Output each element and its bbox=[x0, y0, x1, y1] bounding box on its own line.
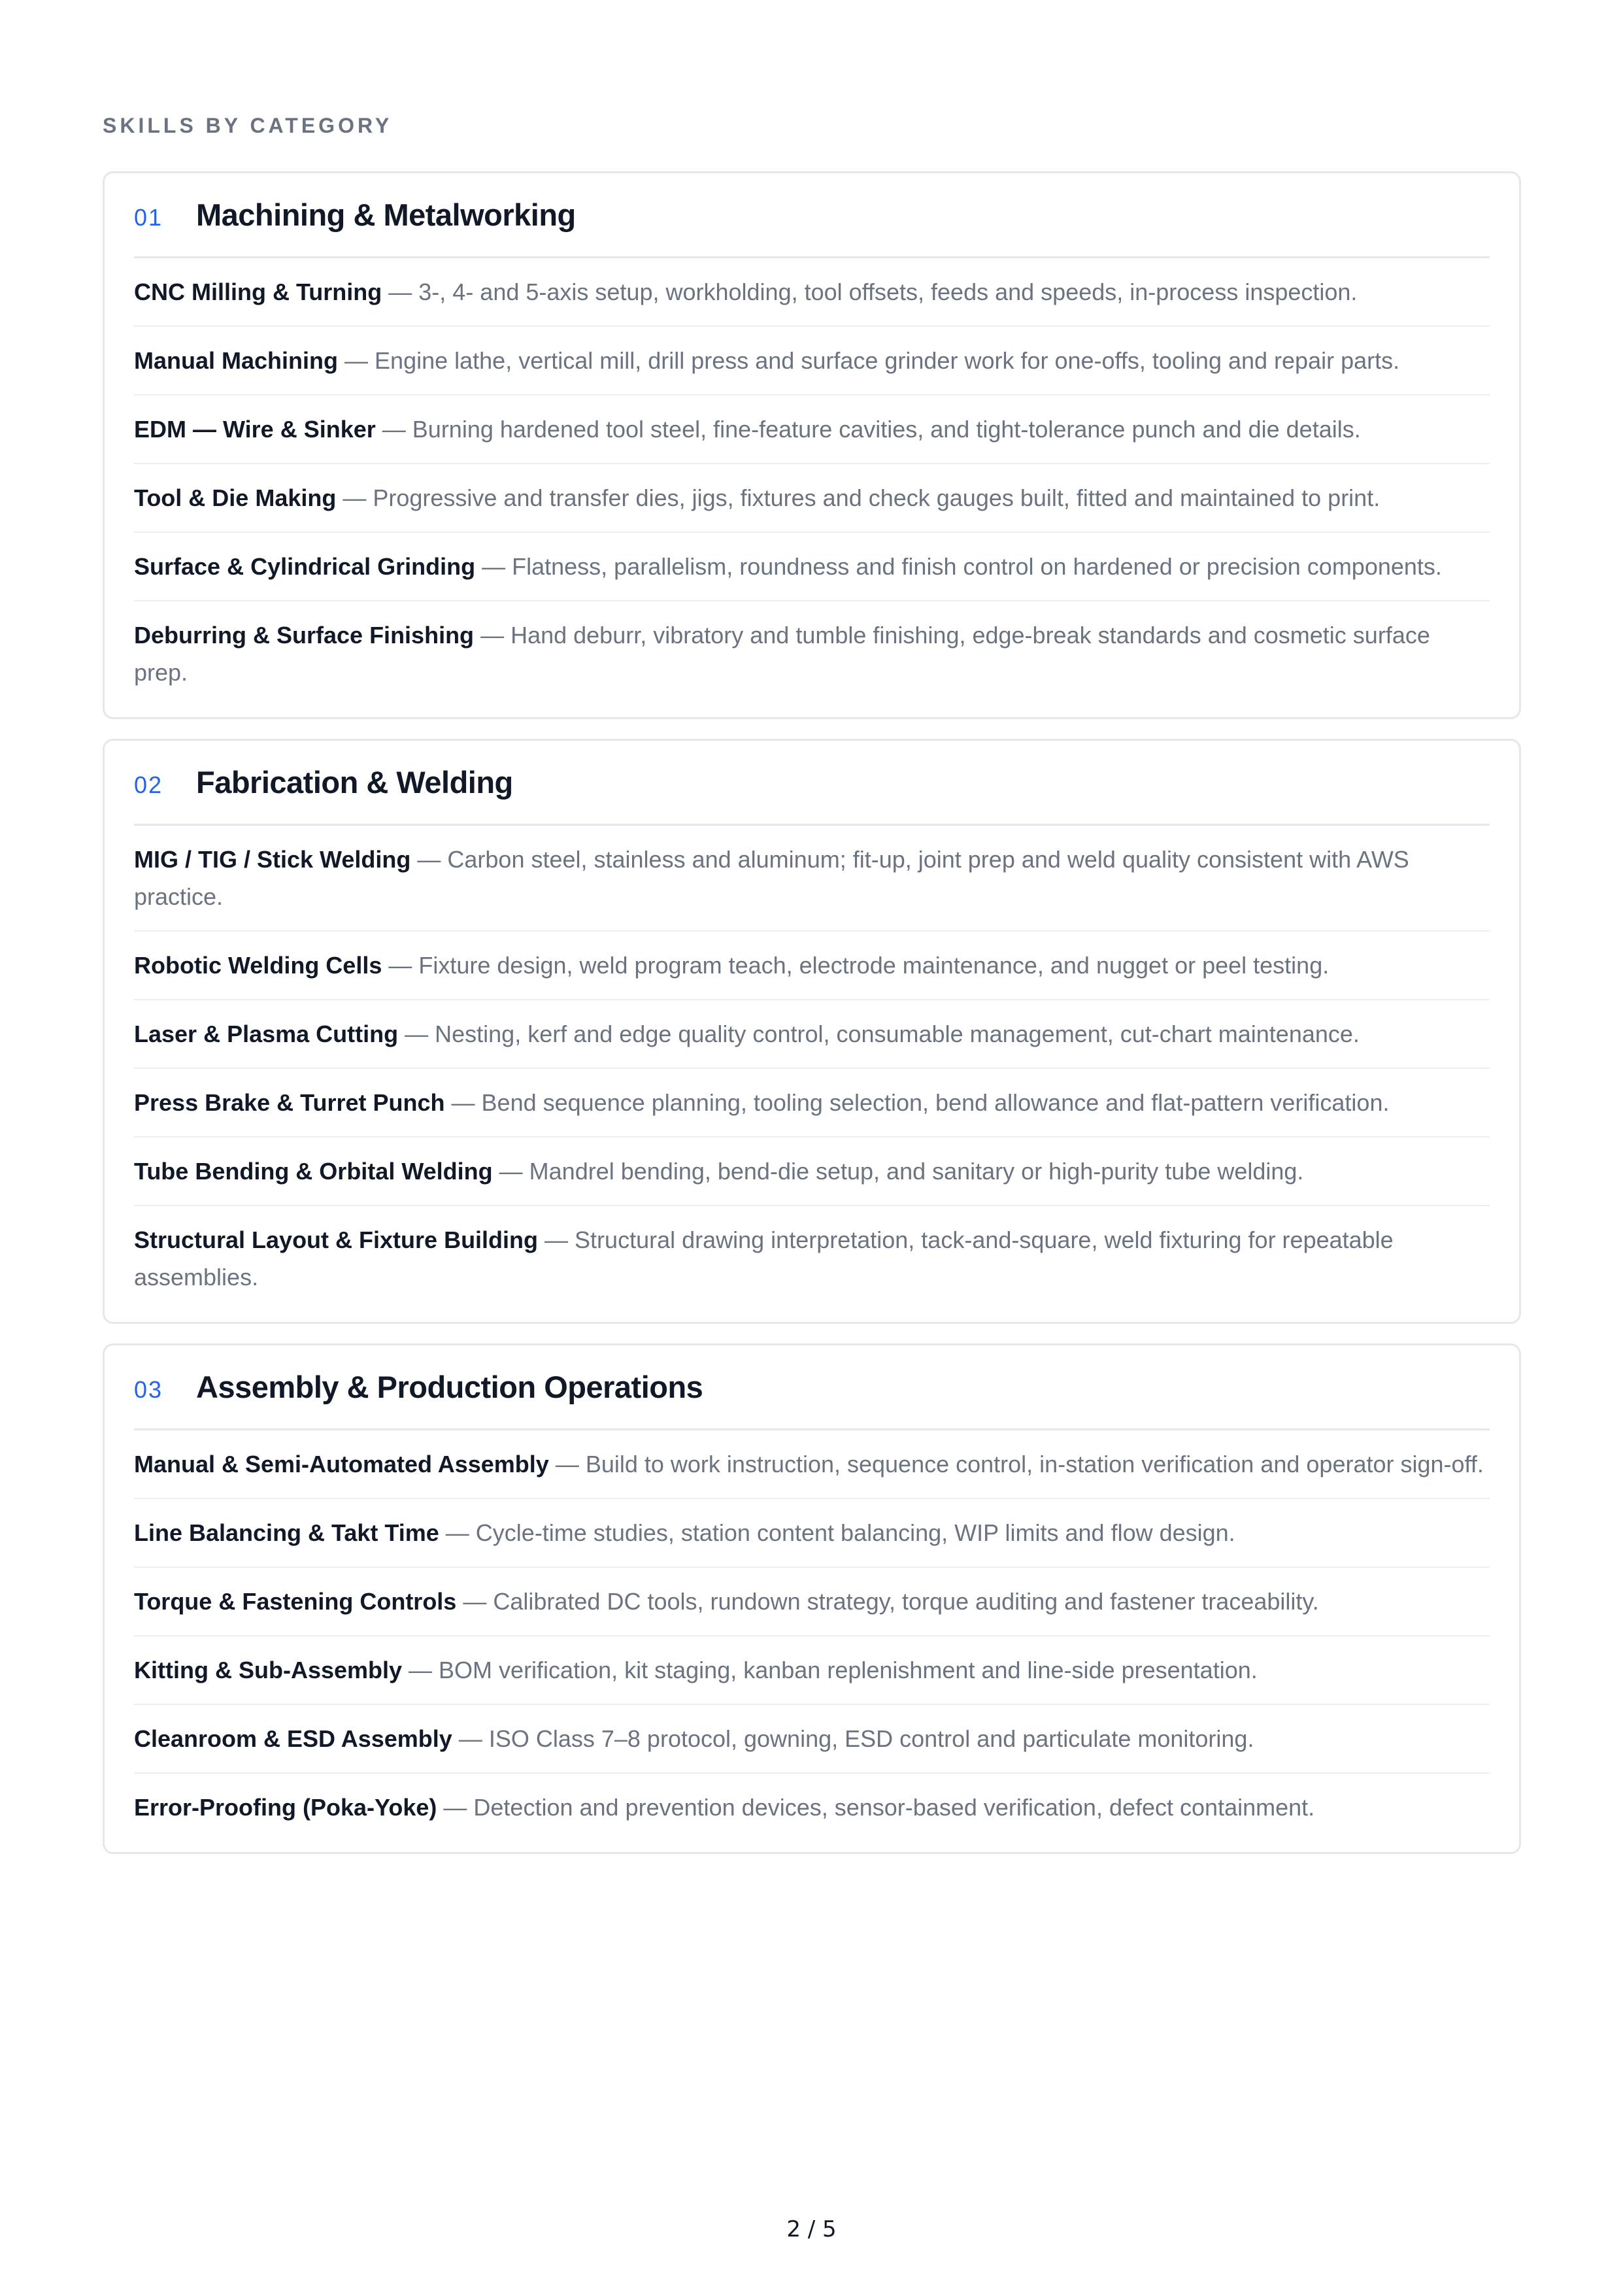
skill-description: Fixture design, weld program teach, electrode maintenance, and nugget or peel testing. bbox=[418, 952, 1330, 979]
skill-description: Carbon steel, stainless and aluminum; fit-up, joint prep and weld quality consistent with AWS practice. bbox=[134, 846, 1409, 910]
skill-description: 3-, 4- and 5-axis setup, workholding, tool offsets, feeds and speeds, in-process inspection. bbox=[418, 279, 1358, 305]
skill-name: Tube Bending & Orbital Welding bbox=[134, 1158, 493, 1185]
skill-item: Deburring & Surface Finishing — Hand deburr, vibratory and tumble finishing, edge-break standards and cosmetic surface prep. bbox=[134, 622, 1430, 686]
skill-item: Torque & Fastening Controls — Calibrated DC tools, rundown strategy, torque auditing and fastener traceability. bbox=[134, 1568, 1490, 1636]
skill-description: Flatness, parallelism, roundness and finish control on hardened or precision components. bbox=[512, 553, 1442, 580]
skill-item: MIG / TIG / Stick Welding — Carbon steel, stainless and aluminum; fit-up, joint prep and weld quality consistent with AWS practice. bbox=[134, 826, 1490, 932]
skill-name: EDM — Wire & Sinker bbox=[134, 416, 376, 443]
skill-name: Manual & Semi-Automated Assembly bbox=[134, 1451, 549, 1477]
skill-description: Engine lathe, vertical mill, drill press and surface grinder work for one-offs, tooling and repair parts. bbox=[375, 347, 1400, 374]
skill-description: ISO Class 7–8 protocol, gowning, ESD control and particulate monitoring. bbox=[488, 1725, 1254, 1752]
skill-name: Robotic Welding Cells bbox=[134, 952, 382, 979]
skill-description: Hand deburr, vibratory and tumble finishing, edge-break standards and cosmetic surface prep. bbox=[134, 622, 1430, 686]
skill-item: Cleanroom & ESD Assembly — ISO Class 7–8 protocol, gowning, ESD control and particulate monitoring. bbox=[134, 1705, 1490, 1774]
skill-list bbox=[134, 258, 1490, 695]
skill-name: MIG / TIG / Stick Welding bbox=[134, 846, 411, 873]
skill-name: CNC Milling & Turning bbox=[134, 279, 382, 305]
skill-description: Mandrel bending, bend-die setup, and sanitary or high-purity tube welding. bbox=[529, 1158, 1304, 1185]
skill-item: Surface & Cylindrical Grinding — Flatness, parallelism, roundness and finish control on hardened or precision components. bbox=[134, 533, 1490, 601]
skill-item: Laser & Plasma Cutting — Nesting, kerf and edge quality control, consumable management, cut-chart maintenance. bbox=[134, 1000, 1490, 1069]
skill-description: Burning hardened tool steel, fine-feature cavities, and tight-tolerance punch and die details. bbox=[412, 416, 1361, 443]
skill-list bbox=[134, 826, 1490, 1300]
skill-list bbox=[134, 1430, 1490, 1830]
category-header bbox=[134, 1369, 1490, 1430]
category-header bbox=[134, 764, 1490, 826]
skill-name: Surface & Cylindrical Grinding bbox=[134, 553, 476, 580]
page-indicator: 2 / 5 bbox=[786, 2216, 837, 2242]
skill-name: Kitting & Sub-Assembly bbox=[134, 1657, 403, 1683]
skill-item: Manual Machining — Engine lathe, vertical mill, drill press and surface grinder work for one-offs, tooling and repair parts. bbox=[134, 327, 1490, 396]
category-card-fabrication bbox=[103, 739, 1521, 1324]
skill-item: CNC Milling & Turning — 3-, 4- and 5-axis setup, workholding, tool offsets, feeds and speeds, in-process inspection. bbox=[134, 258, 1490, 327]
skill-item: Kitting & Sub-Assembly — BOM verification, kit staging, kanban replenishment and line-side presentation. bbox=[134, 1636, 1490, 1705]
category-header bbox=[134, 197, 1490, 258]
skill-description: Bend sequence planning, tooling selection, bend allowance and flat-pattern verification. bbox=[481, 1089, 1390, 1116]
skill-name: Deburring & Surface Finishing bbox=[134, 622, 475, 649]
skill-item: Press Brake & Turret Punch — Bend sequence planning, tooling selection, bend allowance and flat-pattern verification. bbox=[134, 1069, 1490, 1138]
skill-description: Calibrated DC tools, rundown strategy, torque auditing and fastener traceability. bbox=[493, 1588, 1319, 1615]
skill-description: Build to work instruction, sequence control, in-station verification and operator sign-off. bbox=[585, 1451, 1484, 1477]
skill-description: BOM verification, kit staging, kanban replenishment and line-side presentation. bbox=[439, 1657, 1258, 1683]
skill-description: Detection and prevention devices, sensor-based verification, defect containment. bbox=[473, 1794, 1315, 1821]
skill-description: Cycle-time studies, station content balancing, WIP limits and flow design. bbox=[475, 1519, 1235, 1546]
skill-description: Nesting, kerf and edge quality control, consumable management, cut-chart maintenance. bbox=[435, 1021, 1360, 1047]
skill-name: Error-Proofing (Poka-Yoke) bbox=[134, 1794, 437, 1821]
category-title: Fabrication & Welding bbox=[196, 765, 513, 800]
skill-name: Press Brake & Turret Punch bbox=[134, 1089, 445, 1116]
skill-name: Structural Layout & Fixture Building bbox=[134, 1226, 539, 1253]
category-card-assembly bbox=[103, 1343, 1521, 1854]
skill-item: Error-Proofing (Poka-Yoke) — Detection and prevention devices, sensor-based verification, defect containment. bbox=[134, 1794, 1315, 1821]
skill-item: Robotic Welding Cells — Fixture design, weld program teach, electrode maintenance, and nugget or peel testing. bbox=[134, 932, 1490, 1000]
section-heading: SKILLS BY CATEGORY bbox=[103, 114, 393, 137]
skill-item: Tool & Die Making — Progressive and transfer dies, jigs, fixtures and check gauges built, fitted and maintained to print. bbox=[134, 464, 1490, 533]
skill-name: Tool & Die Making bbox=[134, 484, 337, 511]
category-title: Machining & Metalworking bbox=[196, 197, 576, 232]
skill-item: Structural Layout & Fixture Building — Structural drawing interpretation, tack-and-square, weld fixturing for repeatable assemblies. bbox=[134, 1226, 1394, 1291]
skills-page bbox=[103, 111, 1521, 1874]
skill-name: Cleanroom & ESD Assembly bbox=[134, 1725, 452, 1752]
skill-item: EDM — Wire & Sinker — Burning hardened tool steel, fine-feature cavities, and tight-tolerance punch and die details. bbox=[134, 396, 1490, 464]
skill-name: Manual Machining bbox=[134, 347, 339, 374]
category-number: 02 bbox=[134, 771, 163, 798]
skill-description: Structural drawing interpretation, tack-and-square, weld fixturing for repeatable assemblies. bbox=[134, 1226, 1394, 1291]
category-number: 01 bbox=[134, 204, 163, 231]
skill-name: Line Balancing & Takt Time bbox=[134, 1519, 439, 1546]
skill-name: Laser & Plasma Cutting bbox=[134, 1021, 399, 1047]
category-card-machining bbox=[103, 171, 1521, 719]
skill-description: Progressive and transfer dies, jigs, fixtures and check gauges built, fitted and maintained to print. bbox=[373, 484, 1380, 511]
skill-item: Tube Bending & Orbital Welding — Mandrel bending, bend-die setup, and sanitary or high-purity tube welding. bbox=[134, 1138, 1490, 1206]
category-number: 03 bbox=[134, 1376, 163, 1403]
skill-item: Line Balancing & Takt Time — Cycle-time studies, station content balancing, WIP limits and flow design. bbox=[134, 1499, 1490, 1568]
skill-name: Torque & Fastening Controls bbox=[134, 1588, 457, 1615]
category-title: Assembly & Production Operations bbox=[196, 1370, 703, 1404]
skill-item: Manual & Semi-Automated Assembly — Build to work instruction, sequence control, in-station verification and operator sign-off. bbox=[134, 1430, 1490, 1499]
